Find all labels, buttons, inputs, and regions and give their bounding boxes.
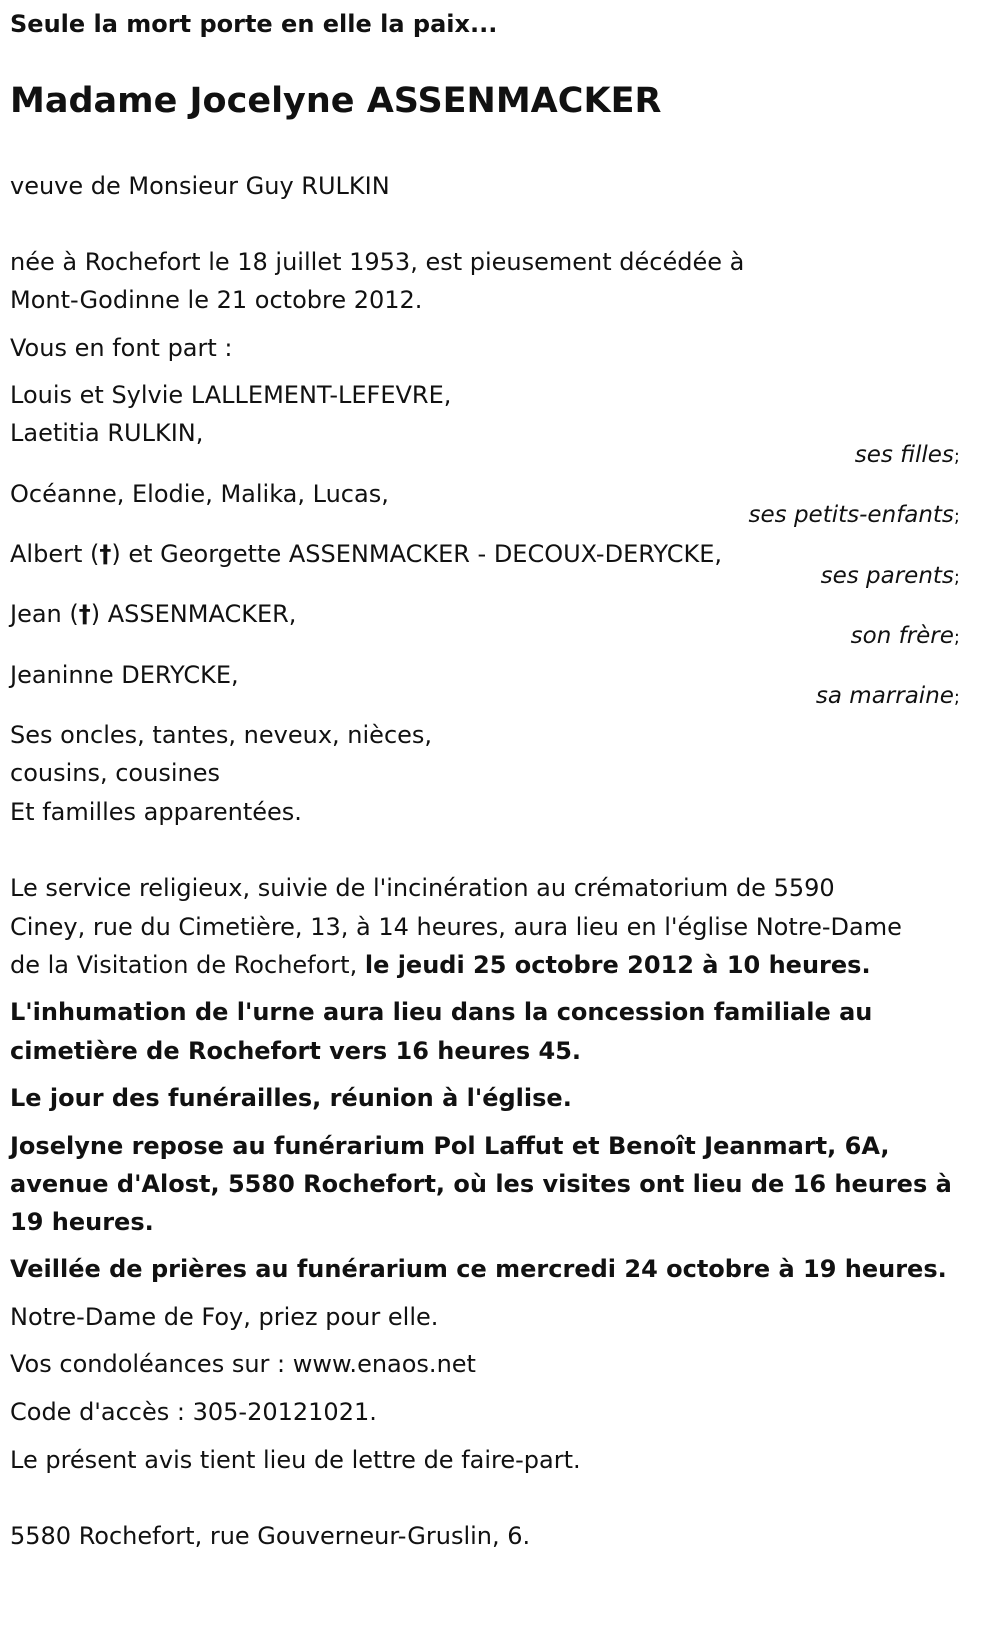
cross-symbol: † <box>78 600 91 628</box>
service-line-3-plain: de la Visitation de Rochefort, <box>10 951 365 979</box>
role-separator: ; <box>953 627 960 648</box>
cross-symbol: † <box>99 540 112 568</box>
role-godmother <box>816 683 960 709</box>
role-separator: ; <box>953 506 960 527</box>
urn-line-1: L'inhumation de l'urne aura lieu dans la concession familiale au <box>10 998 873 1026</box>
role-separator: ; <box>953 567 960 588</box>
service-line-2: Ciney, rue du Cimetière, 13, à 14 heures, aura lieu en l'église Notre-Dame <box>10 913 902 941</box>
role-brother-text: son frère <box>850 623 954 649</box>
role-separator: ; <box>953 446 960 467</box>
widow-line: veuve de Monsieur Guy RULKIN <box>10 172 390 200</box>
role-godmother-text: sa marraine <box>815 683 954 709</box>
condolences-line: Vos condoléances sur : www.enaos.net <box>10 1350 476 1378</box>
family-brother <box>10 594 296 634</box>
address-line: 5580 Rochefort, rue Gouverneur-Gruslin, 6. <box>10 1522 531 1550</box>
role-daughters <box>855 442 960 468</box>
deceased-name: Madame Jocelyne ASSENMACKER <box>10 81 662 121</box>
parents-text-post: ) et Georgette ASSENMACKER - DECOUX-DERYCKE, <box>111 540 723 568</box>
funeral-home-line-1: Joselyne repose au funérarium Pol Laffut et Benoît Jeanmart, 6A, <box>10 1132 890 1160</box>
family-parents <box>10 534 722 574</box>
family-godmother: Jeaninne DERYCKE, <box>10 661 239 689</box>
brother-text-pre: Jean ( <box>10 600 79 628</box>
role-grandchildren-text: ses petits-enfants <box>748 502 954 528</box>
family-daughters-line-2: Laetitia RULKIN, <box>10 419 204 447</box>
meeting-line: Le jour des funérailles, réunion à l'église. <box>10 1084 572 1112</box>
service-date-time: le jeudi 25 octobre 2012 à 10 heures. <box>364 951 871 979</box>
family-others-line-2: cousins, cousines <box>10 759 220 787</box>
role-separator: ; <box>953 687 960 708</box>
announce-intro: Vous en font part : <box>10 334 233 362</box>
family-grandchildren: Océanne, Elodie, Malika, Lucas, <box>10 480 389 508</box>
family-others-line-3: Et familles apparentées. <box>10 798 302 826</box>
access-code-line: Code d'accès : 305-20121021. <box>10 1398 377 1426</box>
service-line-1: Le service religieux, suivie de l'incinération au crématorium de 5590 <box>10 874 835 902</box>
parents-text-pre: Albert ( <box>10 540 100 568</box>
role-brother <box>851 623 960 649</box>
family-others-line-1: Ses oncles, tantes, neveux, nièces, <box>10 721 433 749</box>
funeral-home-line-3: 19 heures. <box>10 1208 154 1236</box>
notice-line: Le présent avis tient lieu de lettre de faire-part. <box>10 1446 581 1474</box>
prayer-line: Notre-Dame de Foy, priez pour elle. <box>10 1303 439 1331</box>
urn-line-2: cimetière de Rochefort vers 16 heures 45. <box>10 1037 582 1065</box>
birth-death-line-2: Mont-Godinne le 21 octobre 2012. <box>10 286 423 314</box>
role-parents <box>821 563 960 589</box>
vigil-line: Veillée de prières au funérarium ce mercredi 24 octobre à 19 heures. <box>10 1255 947 1283</box>
family-daughters-line-1: Louis et Sylvie LALLEMENT-LEFEVRE, <box>10 381 452 409</box>
epigraph: Seule la mort porte en elle la paix... <box>10 10 498 38</box>
service-line-3 <box>10 945 871 985</box>
birth-death-line-1: née à Rochefort le 18 juillet 1953, est pieusement décédée à <box>10 248 745 276</box>
role-grandchildren <box>749 502 960 528</box>
role-daughters-text: ses filles <box>854 442 954 468</box>
funeral-home-line-2: avenue d'Alost, 5580 Rochefort, où les visites ont lieu de 16 heures à <box>10 1170 952 1198</box>
role-parents-text: ses parents <box>820 563 954 589</box>
brother-text-post: ) ASSENMACKER, <box>90 600 297 628</box>
